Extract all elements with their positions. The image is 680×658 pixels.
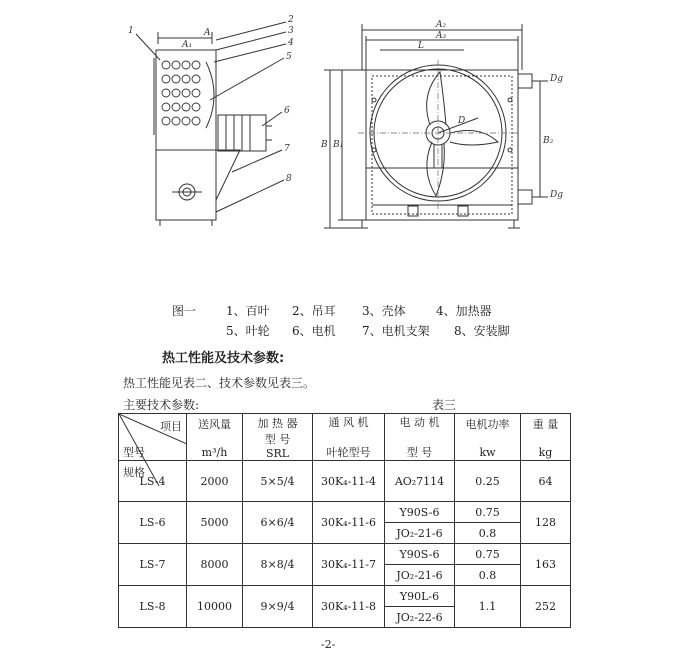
power-cell: 1.1 xyxy=(455,586,521,628)
fan-cell: 30K₄-11-6 xyxy=(313,502,385,544)
callout-5: 5 xyxy=(286,52,292,62)
airflow-cell: 10000 xyxy=(187,586,243,628)
caption-item-6: 6、电机 xyxy=(292,324,336,338)
figure-label: 图一 xyxy=(172,304,197,318)
dim-label-a3: A₃ xyxy=(436,31,447,41)
callout-2: 2 xyxy=(288,15,294,25)
header-heater-label: 加 热 器 xyxy=(257,416,298,430)
header-motor xyxy=(385,414,455,461)
heater-cell: 8×8/4 xyxy=(243,544,313,586)
header-power-unit: kw xyxy=(479,445,496,459)
power-cell: 0.75 xyxy=(455,544,521,565)
table-intro: 主要技术参数: xyxy=(123,398,200,412)
model-cell: LS-7 xyxy=(119,544,187,586)
motor-cell: Y90S-6 xyxy=(385,502,455,523)
table-row xyxy=(119,502,571,523)
caption-item-3: 3、壳体 xyxy=(362,304,406,318)
header-fan xyxy=(313,414,385,461)
header-power-label: 电机功率 xyxy=(465,417,510,431)
header-weight xyxy=(521,414,571,461)
header-weight-label: 重 量 xyxy=(532,417,559,431)
caption-item-2: 2、吊耳 xyxy=(292,304,336,318)
motor-cell: JO₂-22-6 xyxy=(385,607,455,628)
corner-model: 型号 xyxy=(123,446,145,459)
header-motor-type: 型 号 xyxy=(406,446,433,459)
header-airflow xyxy=(187,414,243,461)
dim-label-l: L xyxy=(418,41,424,51)
header-heater-type: 型 号 xyxy=(264,432,291,446)
header-motor-label: 电 动 机 xyxy=(399,416,440,429)
table-header-row xyxy=(119,414,571,461)
heater-cell: 9×9/4 xyxy=(243,586,313,628)
airflow-cell: 5000 xyxy=(187,502,243,544)
caption-item-8: 8、安装脚 xyxy=(454,324,510,338)
motor-cell: JO₂-21-6 xyxy=(385,523,455,544)
dim-label-b: B xyxy=(321,140,328,150)
dim-label-a2: A₂ xyxy=(436,20,447,30)
header-heater-unit: SRL xyxy=(265,446,290,460)
corner-cell xyxy=(119,414,187,479)
dim-label-b1: B₁ xyxy=(333,140,344,150)
weight-cell: 64 xyxy=(521,461,571,502)
model-cell: LS-4 xyxy=(119,461,187,502)
fan-cell: 30K₄-11-8 xyxy=(313,586,385,628)
airflow-cell: 8000 xyxy=(187,544,243,586)
airflow-cell: 2000 xyxy=(187,461,243,502)
dim-label-a1: A₁ xyxy=(182,40,193,50)
header-weight-unit: kg xyxy=(538,445,553,459)
callout-4: 4 xyxy=(288,38,294,48)
weight-cell: 163 xyxy=(521,544,571,586)
corner-spec: 规格 xyxy=(123,466,145,479)
spec-table xyxy=(118,413,571,628)
caption-item-5: 5、叶轮 xyxy=(226,324,270,338)
dim-label-dg-bottom: Dg xyxy=(550,190,563,200)
drawing-labels xyxy=(0,0,680,300)
motor-cell: JO₂-21-6 xyxy=(385,565,455,586)
motor-cell: AO₂7114 xyxy=(385,461,455,502)
weight-cell: 252 xyxy=(521,586,571,628)
dim-label-dg-top: Dg xyxy=(550,74,563,84)
intro-text: 热工性能见表二、技术参数见表三。 xyxy=(123,376,316,390)
callout-1: 1 xyxy=(128,26,134,36)
dim-label-a: A xyxy=(204,28,211,38)
header-fan-type: 叶轮型号 xyxy=(326,446,371,459)
corner-item: 项目 xyxy=(160,420,182,433)
weight-cell: 128 xyxy=(521,502,571,544)
header-fan-label: 通 风 机 xyxy=(328,416,369,429)
callout-3: 3 xyxy=(288,26,294,36)
motor-cell: Y90S-6 xyxy=(385,544,455,565)
header-airflow-label: 送风量 xyxy=(198,417,231,431)
fan-cell: 30K₄-11-7 xyxy=(313,544,385,586)
model-cell: LS-8 xyxy=(119,586,187,628)
caption-item-7: 7、电机支架 xyxy=(362,324,430,338)
motor-cell: Y90L-6 xyxy=(385,586,455,607)
heater-cell: 6×6/4 xyxy=(243,502,313,544)
section-title: 热工性能及技术参数: xyxy=(162,351,285,366)
callout-8: 8 xyxy=(286,174,292,184)
header-power xyxy=(455,414,521,461)
power-cell: 0.8 xyxy=(455,565,521,586)
model-cell: LS-6 xyxy=(119,502,187,544)
power-cell: 0.8 xyxy=(455,523,521,544)
callout-6: 6 xyxy=(284,106,290,116)
heater-cell: 5×5/4 xyxy=(243,461,313,502)
dim-label-d: D xyxy=(458,116,466,126)
dim-label-b2: B₂ xyxy=(543,136,554,146)
fan-cell: 30K₄-11-4 xyxy=(313,461,385,502)
caption-item-1: 1、百叶 xyxy=(226,304,270,318)
table-label: 表三 xyxy=(432,398,457,412)
table-row xyxy=(119,544,571,565)
power-cell: 0.25 xyxy=(455,461,521,502)
caption-item-4: 4、加热器 xyxy=(436,304,492,318)
power-cell: 0.75 xyxy=(455,502,521,523)
page-number: -2- xyxy=(321,638,336,651)
callout-7: 7 xyxy=(284,144,290,154)
header-airflow-unit: m³/h xyxy=(201,445,228,459)
header-heater xyxy=(243,414,313,461)
table-row xyxy=(119,586,571,607)
